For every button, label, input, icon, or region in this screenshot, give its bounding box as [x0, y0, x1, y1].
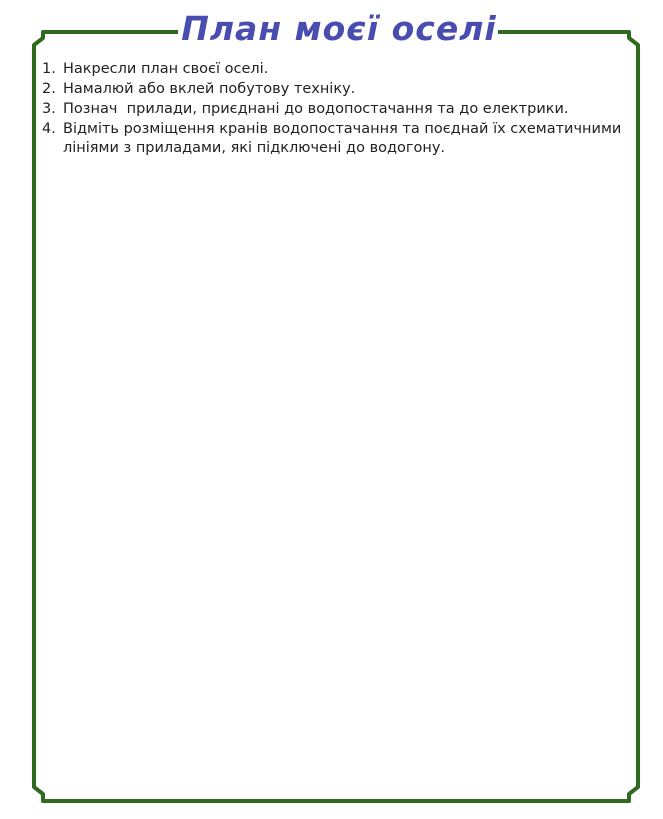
instruction-number: 1.	[42, 61, 56, 77]
instruction-number: 2.	[42, 81, 56, 97]
instruction-item	[42, 60, 627, 79]
instruction-item	[42, 120, 627, 158]
page-title: План моєї оселі	[180, 3, 498, 55]
instruction-number: 4.	[42, 121, 56, 137]
instruction-text: Намалюй або вклей побутову техніку.	[63, 81, 356, 97]
instruction-number: 3.	[42, 101, 56, 117]
instruction-item	[42, 80, 627, 99]
instruction-text: Накресли план своєї оселі.	[63, 61, 269, 77]
instruction-text: Відміть розміщення кранів водопостачання та поєднай їх схематичними лініями з приладами, які підключені до водогону.	[63, 121, 622, 156]
instruction-text: Познач прилади, приєднані до водопостачання та до електрики.	[63, 101, 569, 117]
instruction-list	[42, 60, 627, 159]
instruction-item	[42, 100, 627, 119]
